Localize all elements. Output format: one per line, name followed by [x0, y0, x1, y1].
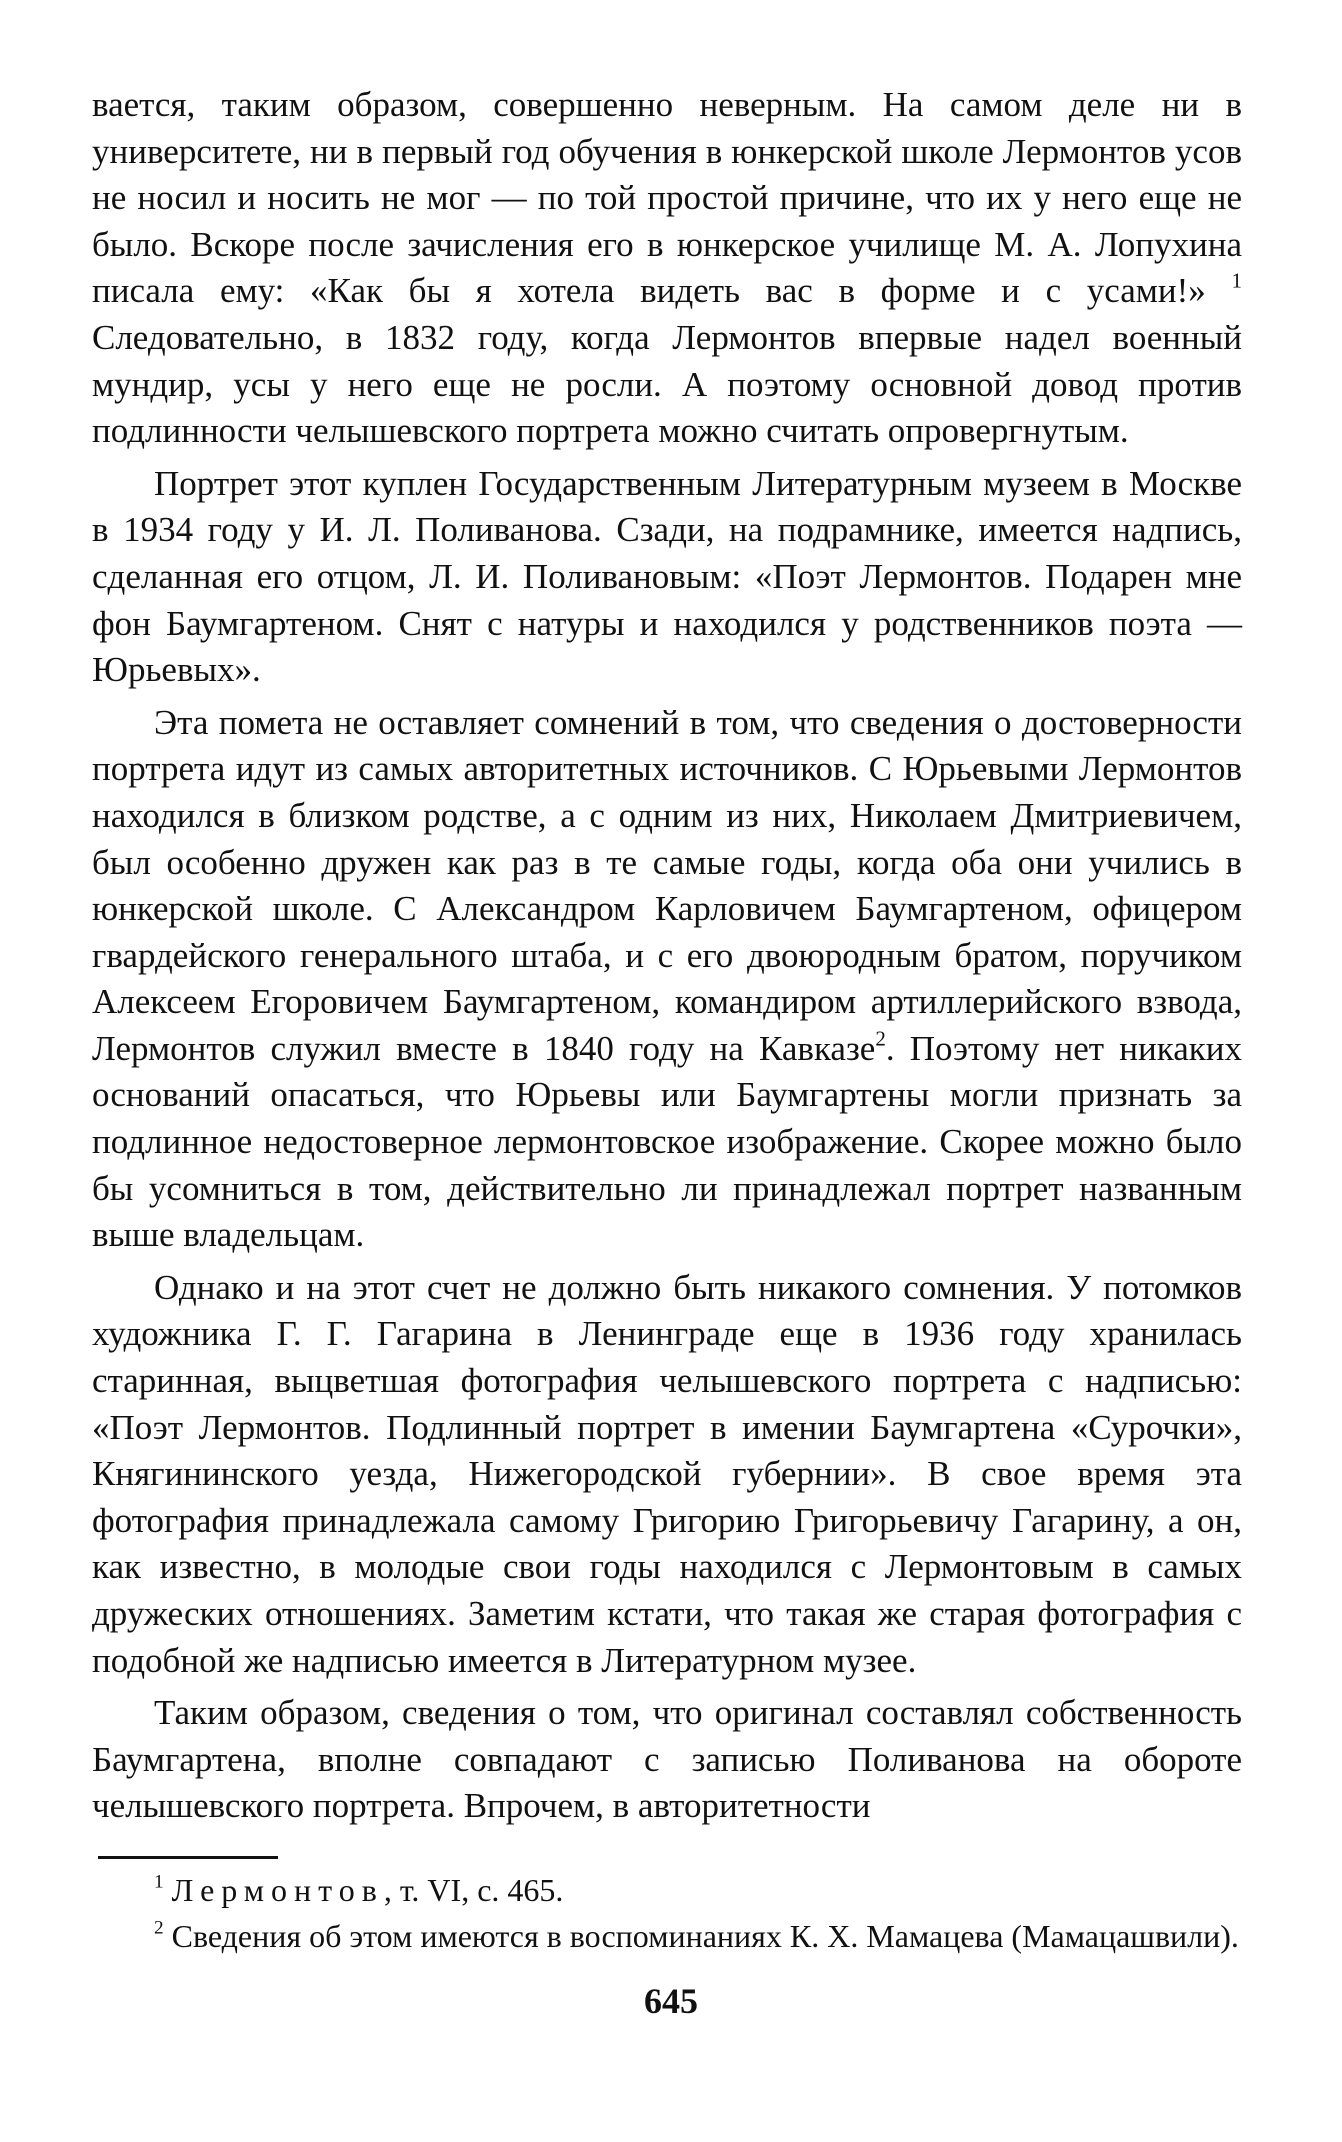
paragraph-3-tail: . Поэтому нет никаких оснований опасаться, что Юрьевы или Баумгартены могли признать за подлинное недостоверное лермонтовское изображение. Скорее можно было бы усомниться в том, действительно ли принадлежал портрет названным выше владельцам.	[92, 1028, 1242, 1255]
paragraph-5	[92, 1690, 1242, 1830]
paragraph-1	[92, 82, 1242, 455]
footnote-ref-2: 2	[875, 1026, 886, 1051]
footnote-ref-1: 1	[1231, 268, 1242, 293]
footnote-2-marker: 2	[154, 1917, 164, 1939]
paragraph-1-text: вается, таким образом, совершенно неверным. На самом деле ни в университете, ни в первый год обучения в юнкерской школе Лермонтов усов не носил и носить не мог — по той простой причине, что их у него еще не было. Вскоре после зачисления его в юнкерское училище М. А. Лопухина писала ему: «Как бы я хотела видеть вас в форме и с усами!»	[92, 85, 1242, 311]
paragraph-2-text: Портрет этот куплен Государственным Литературным музеем в Москве в 1934 году у И. Л. Поливанова. Сзади, на подрамнике, имеется надпись, сделанная его отцом, Л. И. Поливановым: «Поэт Лермонтов. Подарен мне фон Баумгартеном. Снят с натуры и находился у родственников поэта — Юрьевых».	[92, 463, 1242, 690]
footnote-2-text: Сведения об этом имеются в воспоминаниях К. Х. Мамацева (Мамацашвили).	[171, 1917, 1239, 1954]
page-number: 645	[644, 1981, 698, 2021]
paragraph-4	[92, 1265, 1242, 1684]
footnote-1-marker: 1	[154, 1871, 164, 1893]
paragraph-5-text: Таким образом, сведения о том, что оригинал составлял собственность Баумгартена, вполне совпадают с записью Поливанова на обороте челышевского портрета. Впрочем, в авторитетности	[92, 1693, 1242, 1826]
footnote-divider	[98, 1856, 278, 1859]
page-body	[92, 82, 1242, 1959]
paragraph-1-tail: Следовательно, в 1832 году, когда Лермонтов впервые надел военный мундир, усы у него еще не росли. А поэтому основной довод против подлинности челышевского портрета можно считать опровергнутым.	[92, 317, 1242, 451]
paragraph-3	[92, 700, 1242, 1259]
footnote-1	[92, 1867, 1242, 1913]
footnote-1-author: Лермонтов	[171, 1871, 384, 1908]
paragraph-2	[92, 461, 1242, 694]
footnote-1-text: , т. VI, с. 465.	[383, 1871, 564, 1908]
paragraph-3-text: Эта помета не оставляет сомнений в том, что сведения о достоверности портрета идут из самых авторитетных источников. С Юрьевыми Лермонтов находился в близком родстве, а с одним из них, Николаем Дмитриевичем, был особенно дружен как раз в те самые годы, когда оба они учились в юнкерской школе. С Александром Карловичем Баумгартеном, офицером гвардейского генерального штаба, и с его двоюродным братом, поручиком Алексеем Егоровичем Баумгартеном, командиром артиллерийского взвода, Лермонтов служил вместе в 1840 году на Кавказе	[92, 702, 1242, 1068]
footnote-2	[92, 1913, 1242, 1959]
paragraph-4-text: Однако и на этот счет не должно быть никакого сомнения. У потомков художника Г. Г. Гагарина в Ленинграде еще в 1936 году хранилась старинная, выцветшая фотография челышевского портрета с надписью: «Поэт Лермонтов. Подлинный портрет в имении Баумгартена «Сурочки», Княгининского уезда, Нижегородской губернии». В свое время эта фотография принадлежала самому Григорию Григорьевичу Гагарину, а он, как известно, в молодые свои годы находился с Лермонтовым в самых дружеских отношениях. Заметим кстати, что такая же старая фотография с подобной же надписью имеется в Литературном музее.	[92, 1267, 1242, 1680]
